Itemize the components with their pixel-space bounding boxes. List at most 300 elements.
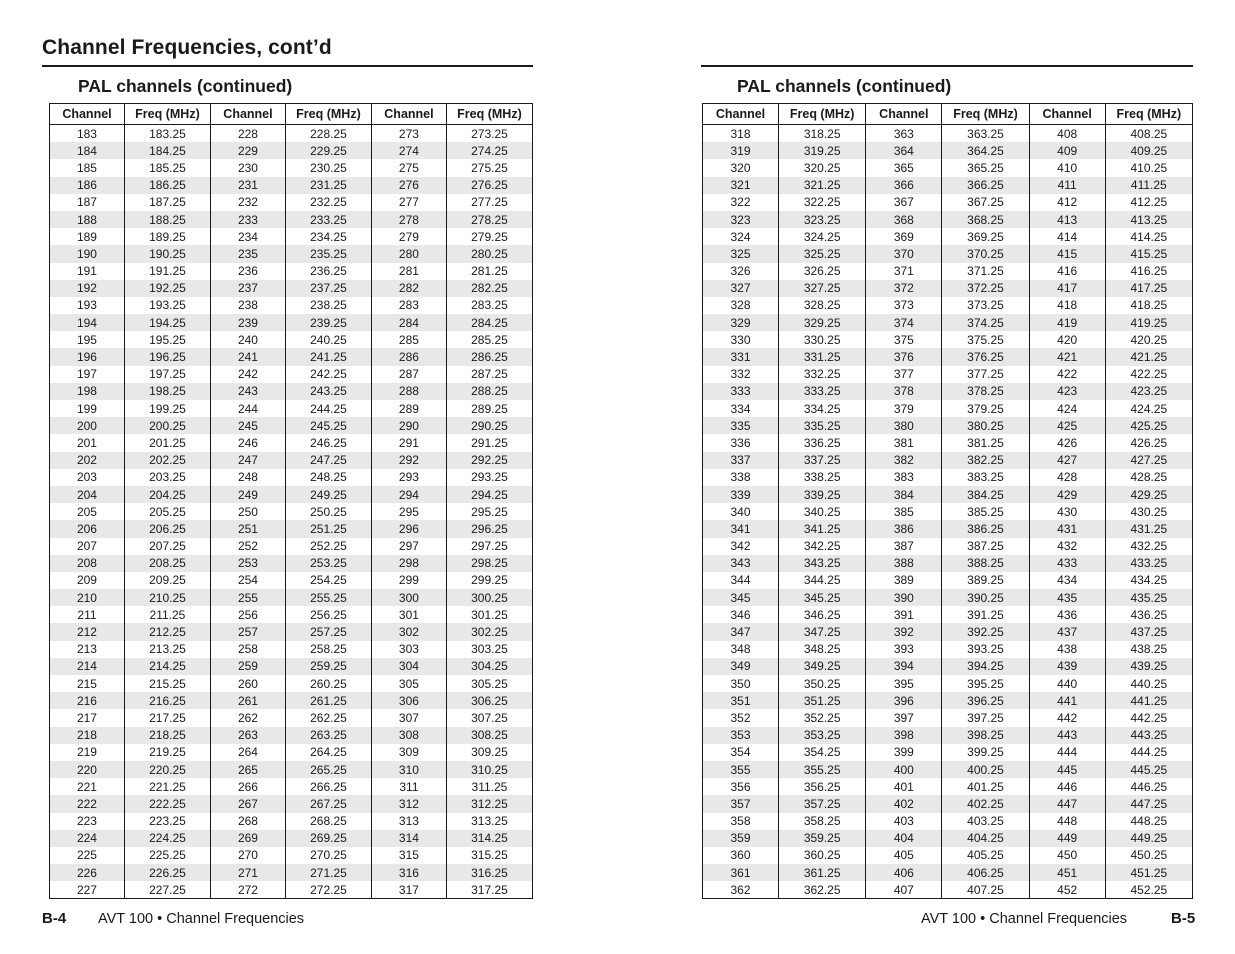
frequency-cell: 262.25 xyxy=(285,709,371,726)
channel-cell: 331 xyxy=(703,348,779,365)
channel-cell: 325 xyxy=(703,245,779,262)
channel-cell: 256 xyxy=(210,606,285,623)
table-row xyxy=(703,348,1193,365)
channel-cell: 312 xyxy=(371,795,446,812)
channel-cell: 368 xyxy=(866,211,942,228)
frequency-cell: 302.25 xyxy=(446,623,532,640)
frequency-cell: 421.25 xyxy=(1105,348,1192,365)
channel-cell: 231 xyxy=(210,177,285,194)
channel-cell: 439 xyxy=(1029,658,1105,675)
frequency-cell: 258.25 xyxy=(285,641,371,658)
table-row xyxy=(50,400,533,417)
frequency-cell: 186.25 xyxy=(124,177,210,194)
channel-cell: 337 xyxy=(703,452,779,469)
frequency-cell: 227.25 xyxy=(124,881,210,899)
channel-cell: 413 xyxy=(1029,211,1105,228)
frequency-cell: 322.25 xyxy=(779,194,866,211)
column-header-channel: Channel xyxy=(703,104,779,125)
frequency-cell: 438.25 xyxy=(1105,641,1192,658)
frequency-cell: 419.25 xyxy=(1105,314,1192,331)
table-row xyxy=(703,813,1193,830)
channel-cell: 244 xyxy=(210,400,285,417)
frequency-cell: 342.25 xyxy=(779,538,866,555)
channel-cell: 414 xyxy=(1029,228,1105,245)
channel-cell: 291 xyxy=(371,434,446,451)
frequency-cell: 352.25 xyxy=(779,709,866,726)
table-row xyxy=(703,400,1193,417)
channel-cell: 259 xyxy=(210,658,285,675)
table-row xyxy=(703,555,1193,572)
table-row xyxy=(50,194,533,211)
frequency-cell: 190.25 xyxy=(124,245,210,262)
frequency-cell: 402.25 xyxy=(942,795,1029,812)
frequency-cell: 211.25 xyxy=(124,606,210,623)
frequency-cell: 288.25 xyxy=(446,383,532,400)
channel-cell: 213 xyxy=(76,642,97,657)
channel-cell: 205 xyxy=(76,504,97,519)
frequency-cell: 183.25 xyxy=(124,125,210,143)
channel-cell: 321 xyxy=(703,177,779,194)
table-row xyxy=(50,658,533,675)
channel-cell: 250 xyxy=(210,503,285,520)
channel-cell: 290 xyxy=(371,417,446,434)
right-page xyxy=(617,0,1235,954)
frequency-cell: 184.25 xyxy=(124,142,210,159)
frequency-cell: 392.25 xyxy=(942,623,1029,640)
channel-cell: 229 xyxy=(210,142,285,159)
channel-cell: 318 xyxy=(730,126,751,141)
frequency-cell: 427.25 xyxy=(1105,452,1192,469)
channel-cell: 280 xyxy=(371,245,446,262)
frequency-cell: 377.25 xyxy=(942,366,1029,383)
frequency-cell: 321.25 xyxy=(779,177,866,194)
table-row xyxy=(703,297,1193,314)
channel-cell: 357 xyxy=(703,795,779,812)
table-row xyxy=(50,847,533,864)
channel-cell: 264 xyxy=(210,744,285,761)
frequency-cell: 232.25 xyxy=(285,194,371,211)
table-row xyxy=(703,280,1193,297)
channel-cell: 396 xyxy=(866,692,942,709)
frequency-cell: 257.25 xyxy=(285,623,371,640)
table-row xyxy=(703,159,1193,176)
channel-cell: 219 xyxy=(76,745,97,760)
frequency-cell: 439.25 xyxy=(1105,658,1192,675)
channel-cell: 241 xyxy=(210,348,285,365)
frequency-cell: 366.25 xyxy=(942,177,1029,194)
channel-cell: 425 xyxy=(1029,417,1105,434)
channel-cell: 319 xyxy=(703,142,779,159)
table-row xyxy=(703,331,1193,348)
table-row xyxy=(703,177,1193,194)
channel-cell: 451 xyxy=(1029,864,1105,881)
frequency-cell: 357.25 xyxy=(779,795,866,812)
left-page xyxy=(0,0,617,954)
channel-cell: 392 xyxy=(866,623,942,640)
channel-cell: 198 xyxy=(50,383,125,400)
channel-cell: 238 xyxy=(210,297,285,314)
frequency-cell: 379.25 xyxy=(942,400,1029,417)
table-row xyxy=(703,847,1193,864)
channel-cell: 395 xyxy=(866,675,942,692)
frequency-cell: 364.25 xyxy=(942,142,1029,159)
channel-cell: 222 xyxy=(50,795,125,812)
channel-cell: 344 xyxy=(730,573,751,588)
channel-cell: 306 xyxy=(371,692,446,709)
frequency-cell: 383.25 xyxy=(942,469,1029,486)
channel-cell: 316 xyxy=(371,864,446,881)
channel-cell: 386 xyxy=(866,520,942,537)
frequency-cell: 207.25 xyxy=(124,538,210,555)
frequency-cell: 405.25 xyxy=(942,847,1029,864)
channel-cell: 445 xyxy=(1029,761,1105,778)
table-row xyxy=(50,125,533,143)
channel-cell: 421 xyxy=(1029,348,1105,365)
channel-cell: 270 xyxy=(210,847,285,864)
channel-cell: 217 xyxy=(76,710,97,725)
frequency-cell: 445.25 xyxy=(1105,761,1192,778)
channel-cell: 375 xyxy=(866,331,942,348)
table-row xyxy=(703,263,1193,280)
frequency-cell: 275.25 xyxy=(446,159,532,176)
table-row xyxy=(703,469,1193,486)
frequency-cell: 315.25 xyxy=(446,847,532,864)
channel-cell: 247 xyxy=(210,452,285,469)
frequency-cell: 267.25 xyxy=(285,795,371,812)
frequency-cell: 249.25 xyxy=(285,486,371,503)
table-row xyxy=(703,228,1193,245)
channel-cell: 419 xyxy=(1029,314,1105,331)
channel-cell: 253 xyxy=(210,555,285,572)
channel-cell: 336 xyxy=(730,435,751,450)
channel-cell: 334 xyxy=(730,401,751,416)
frequency-cell: 335.25 xyxy=(779,417,866,434)
channel-cell: 442 xyxy=(1029,709,1105,726)
frequency-cell: 324.25 xyxy=(779,228,866,245)
title-rule xyxy=(42,65,533,67)
frequency-cell: 368.25 xyxy=(942,211,1029,228)
channel-cell: 418 xyxy=(1029,297,1105,314)
frequency-cell: 351.25 xyxy=(779,692,866,709)
frequency-cell: 393.25 xyxy=(942,641,1029,658)
frequency-cell: 248.25 xyxy=(285,469,371,486)
pal-channel-table xyxy=(702,103,1193,899)
table-row xyxy=(50,606,533,623)
channel-cell: 358 xyxy=(730,814,751,829)
frequency-cell: 316.25 xyxy=(446,864,532,881)
channel-cell: 441 xyxy=(1029,692,1105,709)
frequency-cell: 287.25 xyxy=(446,366,532,383)
channel-cell: 332 xyxy=(730,367,751,382)
frequency-cell: 272.25 xyxy=(285,881,371,899)
channel-cell: 354 xyxy=(730,745,751,760)
section-title: PAL channels (continued) xyxy=(737,76,952,96)
frequency-cell: 306.25 xyxy=(446,692,532,709)
table-row xyxy=(50,142,533,159)
channel-cell: 204 xyxy=(50,486,125,503)
frequency-cell: 284.25 xyxy=(446,314,532,331)
frequency-cell: 385.25 xyxy=(942,503,1029,520)
column-header-freq: Freq (MHz) xyxy=(1105,104,1192,125)
channel-cell: 286 xyxy=(371,348,446,365)
channel-cell: 196 xyxy=(50,348,125,365)
frequency-cell: 406.25 xyxy=(942,864,1029,881)
table-row xyxy=(703,314,1193,331)
table-row xyxy=(703,641,1193,658)
frequency-cell: 327.25 xyxy=(779,280,866,297)
channel-cell: 401 xyxy=(866,778,942,795)
table-row xyxy=(50,452,533,469)
frequency-cell: 282.25 xyxy=(446,280,532,297)
channel-cell: 191 xyxy=(76,264,97,279)
channel-cell: 435 xyxy=(1029,589,1105,606)
frequency-cell: 330.25 xyxy=(779,331,866,348)
frequency-cell: 381.25 xyxy=(942,434,1029,451)
table-row xyxy=(703,589,1193,606)
channel-cell: 299 xyxy=(371,572,446,589)
table-row xyxy=(703,211,1193,228)
channel-cell: 377 xyxy=(866,366,942,383)
frequency-cell: 426.25 xyxy=(1105,434,1192,451)
frequency-cell: 247.25 xyxy=(285,452,371,469)
frequency-cell: 380.25 xyxy=(942,417,1029,434)
channel-cell: 397 xyxy=(866,709,942,726)
table-row xyxy=(703,125,1193,143)
channel-cell: 216 xyxy=(50,692,125,709)
frequency-cell: 360.25 xyxy=(779,847,866,864)
frequency-cell: 326.25 xyxy=(779,263,866,280)
frequency-cell: 191.25 xyxy=(124,263,210,280)
channel-cell: 220 xyxy=(50,761,125,778)
frequency-cell: 234.25 xyxy=(285,228,371,245)
frequency-cell: 336.25 xyxy=(779,434,866,451)
frequency-cell: 192.25 xyxy=(124,280,210,297)
frequency-cell: 437.25 xyxy=(1105,623,1192,640)
frequency-cell: 229.25 xyxy=(285,142,371,159)
table-row xyxy=(50,383,533,400)
column-header-channel: Channel xyxy=(866,104,942,125)
channel-cell: 383 xyxy=(866,469,942,486)
channel-cell: 281 xyxy=(371,263,446,280)
frequency-cell: 354.25 xyxy=(779,744,866,761)
frequency-cell: 355.25 xyxy=(779,761,866,778)
channel-cell: 449 xyxy=(1029,830,1105,847)
frequency-cell: 278.25 xyxy=(446,211,532,228)
table-row xyxy=(50,572,533,589)
table-row xyxy=(703,744,1193,761)
table-row xyxy=(703,658,1193,675)
table-header-row xyxy=(50,104,533,125)
channel-cell: 410 xyxy=(1029,159,1105,176)
channel-cell: 415 xyxy=(1029,245,1105,262)
frequency-cell: 250.25 xyxy=(285,503,371,520)
channel-cell: 298 xyxy=(371,555,446,572)
frequency-cell: 422.25 xyxy=(1105,366,1192,383)
channel-cell: 273 xyxy=(371,125,446,143)
frequency-cell: 285.25 xyxy=(446,331,532,348)
frequency-cell: 432.25 xyxy=(1105,538,1192,555)
frequency-cell: 294.25 xyxy=(446,486,532,503)
frequency-cell: 362.25 xyxy=(779,881,866,899)
frequency-cell: 291.25 xyxy=(446,434,532,451)
table-row xyxy=(50,881,533,899)
frequency-cell: 200.25 xyxy=(124,417,210,434)
frequency-cell: 320.25 xyxy=(779,159,866,176)
frequency-cell: 399.25 xyxy=(942,744,1029,761)
channel-cell: 367 xyxy=(866,194,942,211)
channel-cell: 352 xyxy=(730,710,751,725)
channel-cell: 339 xyxy=(703,486,779,503)
channel-cell: 391 xyxy=(866,606,942,623)
frequency-cell: 346.25 xyxy=(779,606,866,623)
frequency-cell: 212.25 xyxy=(124,623,210,640)
channel-cell: 283 xyxy=(371,297,446,314)
frequency-cell: 417.25 xyxy=(1105,280,1192,297)
channel-cell: 422 xyxy=(1029,366,1105,383)
channel-cell: 183 xyxy=(76,126,97,141)
frequency-cell: 213.25 xyxy=(124,641,210,658)
table-row xyxy=(50,228,533,245)
frequency-cell: 411.25 xyxy=(1105,177,1192,194)
channel-cell: 260 xyxy=(210,675,285,692)
channel-cell: 193 xyxy=(76,298,97,313)
channel-cell: 427 xyxy=(1029,452,1105,469)
channel-cell: 448 xyxy=(1029,813,1105,830)
frequency-cell: 264.25 xyxy=(285,744,371,761)
channel-cell: 284 xyxy=(371,314,446,331)
table-row xyxy=(703,366,1193,383)
frequency-cell: 225.25 xyxy=(124,847,210,864)
channel-cell: 261 xyxy=(210,692,285,709)
channel-cell: 353 xyxy=(703,727,779,744)
channel-cell: 303 xyxy=(371,641,446,658)
frequency-cell: 328.25 xyxy=(779,297,866,314)
channel-cell: 356 xyxy=(730,779,751,794)
frequency-cell: 394.25 xyxy=(942,658,1029,675)
channel-cell: 245 xyxy=(210,417,285,434)
channel-cell: 296 xyxy=(371,520,446,537)
channel-cell: 218 xyxy=(50,727,125,744)
channel-cell: 310 xyxy=(371,761,446,778)
frequency-cell: 363.25 xyxy=(942,125,1029,143)
footer-text: AVT 100 • Channel Frequencies xyxy=(921,911,1128,927)
channel-cell: 317 xyxy=(371,881,446,899)
frequency-cell: 295.25 xyxy=(446,503,532,520)
frequency-cell: 280.25 xyxy=(446,245,532,262)
channel-cell: 360 xyxy=(730,848,751,863)
channel-cell: 184 xyxy=(50,142,125,159)
frequency-cell: 430.25 xyxy=(1105,503,1192,520)
channel-cell: 304 xyxy=(371,658,446,675)
table-row xyxy=(703,572,1193,589)
channel-cell: 407 xyxy=(866,881,942,899)
table-row xyxy=(50,245,533,262)
frequency-cell: 242.25 xyxy=(285,366,371,383)
frequency-cell: 318.25 xyxy=(779,125,866,143)
frequency-cell: 391.25 xyxy=(942,606,1029,623)
channel-cell: 330 xyxy=(730,332,751,347)
frequency-cell: 350.25 xyxy=(779,675,866,692)
frequency-cell: 203.25 xyxy=(124,469,210,486)
channel-cell: 329 xyxy=(703,314,779,331)
channel-cell: 257 xyxy=(210,623,285,640)
channel-cell: 195 xyxy=(76,332,97,347)
frequency-cell: 261.25 xyxy=(285,692,371,709)
frequency-cell: 389.25 xyxy=(942,572,1029,589)
frequency-cell: 219.25 xyxy=(124,744,210,761)
table-row xyxy=(703,675,1193,692)
channel-cell: 265 xyxy=(210,761,285,778)
channel-cell: 361 xyxy=(703,864,779,881)
table-row xyxy=(703,194,1193,211)
frequency-cell: 243.25 xyxy=(285,383,371,400)
channel-cell: 355 xyxy=(703,761,779,778)
frequency-cell: 396.25 xyxy=(942,692,1029,709)
frequency-cell: 407.25 xyxy=(942,881,1029,899)
channel-cell: 187 xyxy=(76,195,97,210)
column-header-channel: Channel xyxy=(1029,104,1105,125)
frequency-cell: 353.25 xyxy=(779,727,866,744)
frequency-cell: 277.25 xyxy=(446,194,532,211)
channel-cell: 266 xyxy=(210,778,285,795)
table-row xyxy=(50,263,533,280)
channel-cell: 434 xyxy=(1029,572,1105,589)
channel-cell: 393 xyxy=(866,641,942,658)
channel-cell: 315 xyxy=(371,847,446,864)
frequency-cell: 329.25 xyxy=(779,314,866,331)
channel-cell: 297 xyxy=(371,538,446,555)
frequency-cell: 319.25 xyxy=(779,142,866,159)
frequency-cell: 444.25 xyxy=(1105,744,1192,761)
frequency-cell: 194.25 xyxy=(124,314,210,331)
table-row xyxy=(50,795,533,812)
table-row xyxy=(703,606,1193,623)
channel-cell: 370 xyxy=(866,245,942,262)
column-header-channel: Channel xyxy=(50,104,125,125)
channel-cell: 376 xyxy=(866,348,942,365)
frequency-cell: 251.25 xyxy=(285,520,371,537)
channel-cell: 314 xyxy=(371,830,446,847)
frequency-cell: 228.25 xyxy=(285,125,371,143)
channel-cell: 346 xyxy=(730,607,751,622)
channel-cell: 343 xyxy=(703,555,779,572)
channel-cell: 320 xyxy=(730,160,751,175)
frequency-cell: 296.25 xyxy=(446,520,532,537)
channel-cell: 394 xyxy=(866,658,942,675)
frequency-cell: 237.25 xyxy=(285,280,371,297)
channel-cell: 335 xyxy=(703,417,779,434)
table-row xyxy=(50,744,533,761)
frequency-cell: 266.25 xyxy=(285,778,371,795)
frequency-cell: 410.25 xyxy=(1105,159,1192,176)
frequency-cell: 435.25 xyxy=(1105,589,1192,606)
channel-cell: 278 xyxy=(371,211,446,228)
frequency-cell: 221.25 xyxy=(124,778,210,795)
frequency-cell: 314.25 xyxy=(446,830,532,847)
channel-cell: 251 xyxy=(210,520,285,537)
frequency-cell: 338.25 xyxy=(779,469,866,486)
column-header-freq: Freq (MHz) xyxy=(446,104,532,125)
channel-cell: 234 xyxy=(210,228,285,245)
table-row xyxy=(703,692,1193,709)
frequency-cell: 268.25 xyxy=(285,813,371,830)
channel-cell: 362 xyxy=(730,882,751,897)
channel-cell: 288 xyxy=(371,383,446,400)
frequency-cell: 235.25 xyxy=(285,245,371,262)
frequency-cell: 253.25 xyxy=(285,555,371,572)
frequency-cell: 409.25 xyxy=(1105,142,1192,159)
channel-cell: 212 xyxy=(50,623,125,640)
